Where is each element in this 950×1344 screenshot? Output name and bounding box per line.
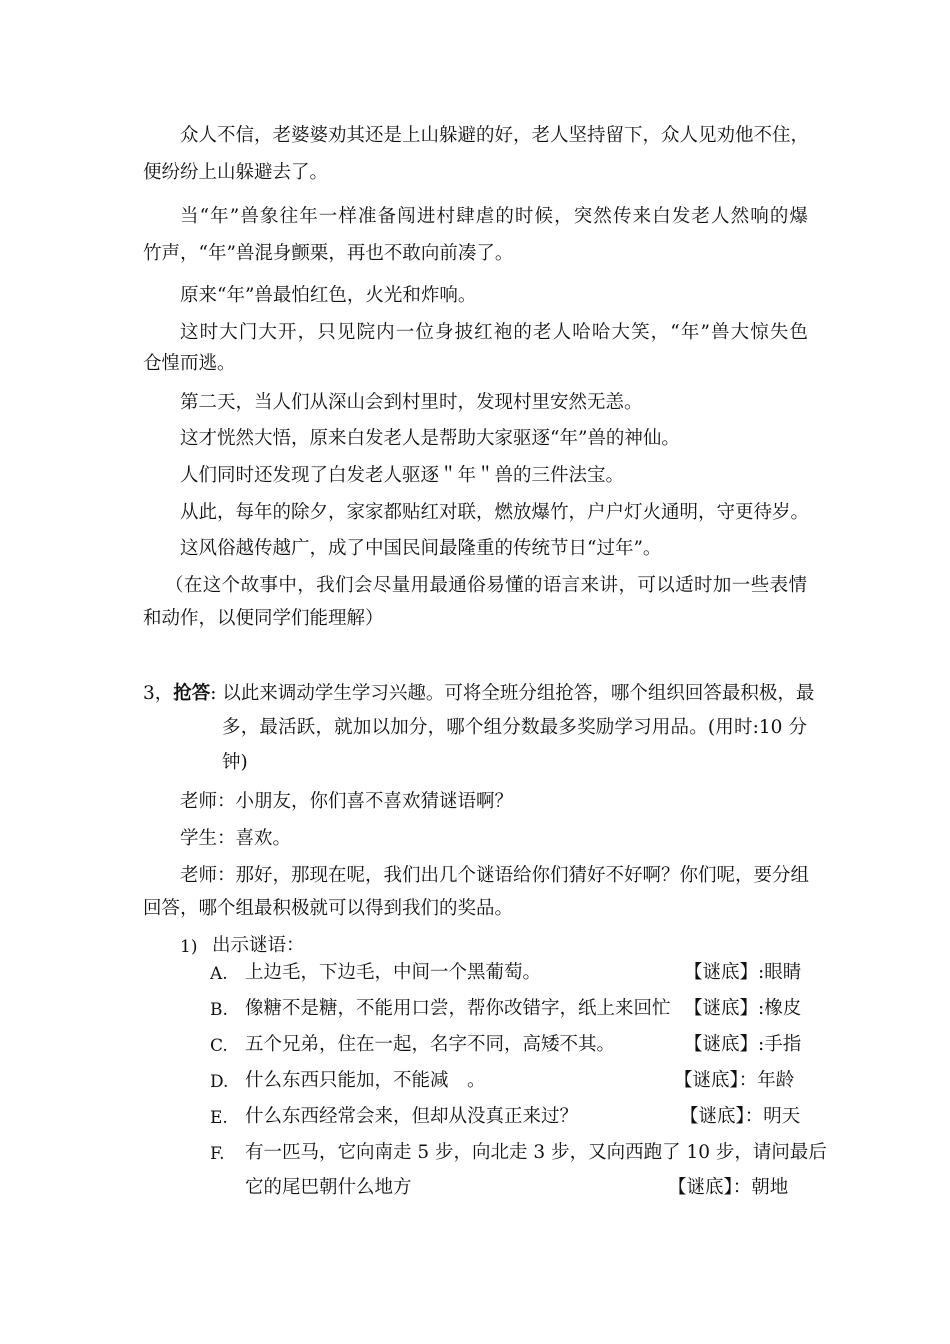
story-p4-line2: 仓惶而逃。 bbox=[143, 353, 236, 374]
riddle-text: 有一匹马，它向南走 5 步，向北走 3 步，又向西跑了 10 步，请问最后 bbox=[245, 1142, 827, 1163]
section3-intro: : 以此来调动学生学习兴趣。可将全班分组抢答，哪个组织回答最积极，最 bbox=[210, 683, 815, 704]
story-p3: 原来“年”兽最怕红色，火光和炸响。 bbox=[180, 285, 477, 306]
dialog-teacher-1: 老师：小朋友，你们喜不喜欢猜谜语啊？ bbox=[180, 791, 514, 812]
section3-number: 3， bbox=[143, 683, 174, 704]
riddle-letter: D. bbox=[210, 1072, 229, 1092]
riddle-letter: A. bbox=[210, 964, 228, 984]
story-p4-line1: 这时大门大开，只见院内一位身披红袍的老人哈哈大笑，“年”兽大惊失色 bbox=[180, 322, 808, 343]
story-p5: 第二天，当人们从深山会到村里时，发现村里安然无恙。 bbox=[180, 392, 643, 413]
story-p6: 这才恍然大悟，原来白发老人是帮助大家驱逐“年”兽的神仙。 bbox=[180, 428, 680, 449]
section3-line3: 钟) bbox=[222, 752, 248, 773]
dialog-teacher-2-line2: 回答，哪个组最积极就可以得到我们的奖品。 bbox=[143, 898, 514, 919]
story-p2-line1: 当“年”兽象往年一样准备闯进村肆虐的时候，突然传来白发老人然响的爆 bbox=[180, 206, 808, 227]
riddle-answer: 【谜底】:手指 bbox=[684, 1034, 802, 1055]
riddle-answer: 【谜底】：明天 bbox=[680, 1106, 801, 1127]
riddle-text: 上边毛，下边毛，中间一个黑葡萄。 bbox=[245, 962, 542, 983]
story-p1-line1: 众人不信，老婆婆劝其还是上山躲避的好，老人坚持留下，众人见劝他不住， bbox=[180, 125, 810, 146]
riddle-text: 什么东西只能加，不能减 。 bbox=[245, 1070, 486, 1091]
section3-line2: 多，最活跃，就加以加分，哪个组分数最多奖励学习用品。(用时:10 分 bbox=[222, 717, 807, 738]
riddles-heading-number: 1) bbox=[180, 937, 198, 957]
section3-line1 bbox=[143, 682, 815, 706]
riddle-answer: 【谜底】:橡皮 bbox=[684, 998, 802, 1019]
dialog-student-1: 学生：喜欢。 bbox=[180, 828, 292, 849]
riddle-text-continued: 它的尾巴朝什么地方 bbox=[245, 1177, 412, 1198]
riddle-answer: 【谜底】:眼睛 bbox=[684, 962, 802, 983]
story-p7: 人们同时还发现了白发老人驱逐＂年＂兽的三件法宝。 bbox=[180, 465, 625, 486]
riddle-letter: E. bbox=[210, 1108, 228, 1128]
riddle-text: 五个兄弟，住在一起，名字不同，高矮不其。 bbox=[245, 1034, 616, 1055]
dialog-teacher-2-line1: 老师：那好，那现在呢，我们出几个谜语给你们猜好不好啊？你们呢，要分组 bbox=[180, 865, 810, 886]
riddle-letter: F. bbox=[210, 1144, 225, 1164]
story-p9: 这风俗越传越广，成了中国民间最隆重的传统节日“过年”。 bbox=[180, 538, 662, 559]
story-p8: 从此，每年的除夕，家家都贴红对联，燃放爆竹，户户灯火通明，守更待岁。 bbox=[180, 502, 810, 523]
story-note-line2: 和动作，以便同学们能理解） bbox=[143, 608, 384, 629]
riddle-text: 什么东西经常会来，但却从没真正来过？ bbox=[245, 1106, 579, 1127]
section3-title: 抢答 bbox=[173, 683, 211, 704]
riddles-heading: 出示谜语： bbox=[212, 935, 305, 956]
riddle-letter: B. bbox=[210, 1000, 228, 1020]
riddle-answer: 【谜底】：朝地 bbox=[668, 1177, 789, 1198]
story-p1-line2: 便纷纷上山躲避去了。 bbox=[143, 162, 329, 183]
story-p2-line2: 竹声，“年”兽混身颤栗，再也不敢向前凑了。 bbox=[143, 243, 514, 264]
riddle-text: 像糖不是糖，不能用口尝，帮你改错字，纸上来回忙 bbox=[245, 998, 671, 1019]
riddle-answer: 【谜底】：年龄 bbox=[674, 1070, 795, 1091]
story-note-line1: （在这个故事中，我们会尽量用最通俗易懂的语言来讲，可以适时加一些表情 bbox=[165, 575, 807, 596]
riddle-letter: C. bbox=[210, 1036, 228, 1056]
